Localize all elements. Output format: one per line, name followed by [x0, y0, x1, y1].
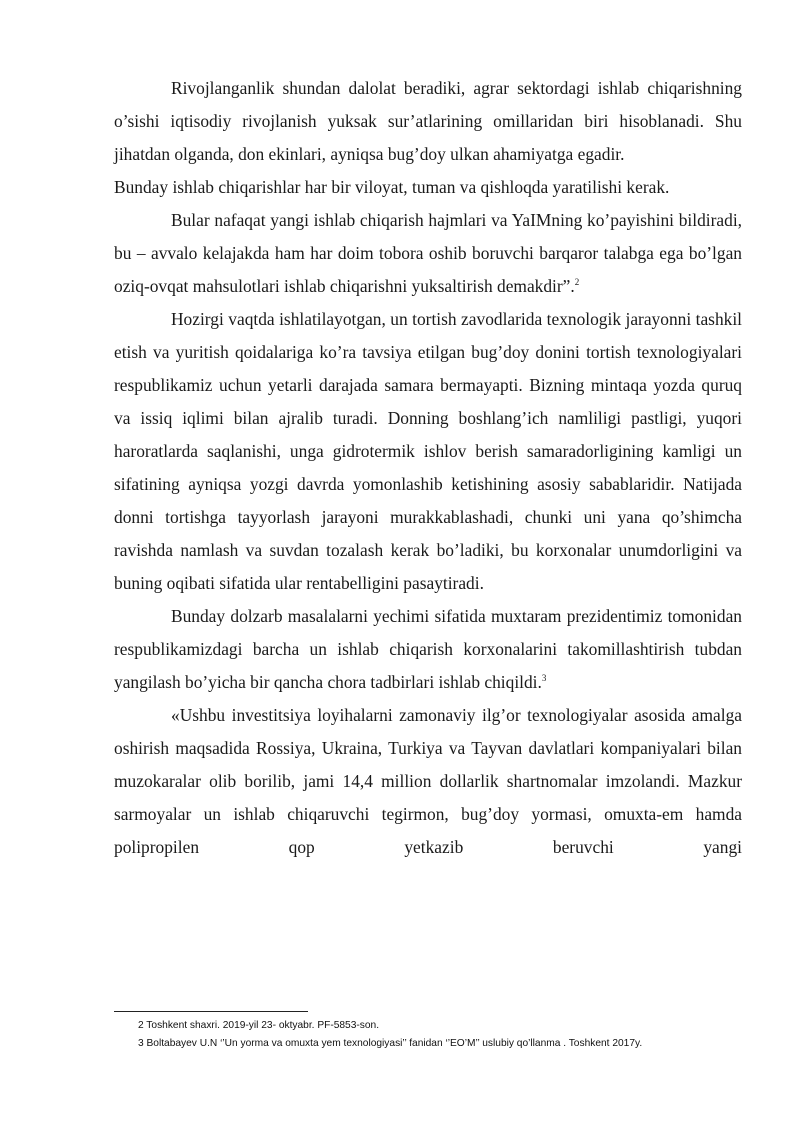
footnote-ref[interactable]: 3 [541, 673, 547, 684]
footnote: 2 Toshkent shaxri. 2019-yil 23- oktyabr. PF-5853-son. [138, 1020, 380, 1031]
body-text [114, 72, 742, 864]
paragraph: Hozirgi vaqtda ishlatilayotgan, un tortish zavodlarida texnologik jarayonni tashkil etish va yuritish qoidalariga ko’ra tavsiya etilgan bug’doy donini tortish texnologiyalari respublikamiz uchun yetarli darajada samara bermayapti. Bizning mintaqa yozda quruq va issiq iqlimi bilan ajralib turadi. Donning boshlang’ich namliligi pastligi, yuqori haroratlarda saqlanishi, unga gidrotermik ishlov berish samaradorligining kamligi un sifatining ayniqsa yozgi davrda yomonlashib ketishining asosiy sabablaridir. Natijada donni tortishga tayyorlash jarayoni murakkablashadi, chunki uni yana qo’shimcha ravishda namlash va suvdan tozalash kerak bo’ladiki, bu korxonalar unumdorligini va buning oqibati sifatida ular rentabelligini pasaytiradi. [114, 309, 742, 593]
paragraph: Bunday dolzarb masalalarni yechimi sifatida muxtaram prezidentimiz tomonidan respublikamizdagi barcha un ishlab chiqarish korxonalarini takomillashtirish tubdan yangilash bo’yicha bir qancha chora tadbirlari ishlab chiqildi.$^3$ [114, 606, 742, 692]
footnote-ref[interactable]: 2 [574, 277, 580, 288]
footnote-separator [114, 1011, 308, 1012]
footnote: 3 Boltabayev U.N ‘’Un yorma va omuxta yem texnologiyasi’’ fanidan ‘’EO’M’’ uslubiy qo’llanma . Toshkent 2017y. [138, 1038, 643, 1049]
paragraph: «Ushbu investitsiya loyihalarni zamonaviy ilg’or texnologiyalar asosida amalga oshirish maqsadida Rossiya, Ukraina, Turkiya va Tayvan davlatlari kompaniyalari bilan muzokaralar olib borilib, jami 14,4 million dollarlik shartnomalar imzolandi. Mazkur sarmoyalar un ishlab chiqaruvchi tegirmon, bug’doy yormasi, omuxta-em hamda polipropilen qop yetkazib beruvchi yangi [114, 705, 742, 857]
paragraph: Bular nafaqat yangi ishlab chiqarish hajmlari va YaIMning ko’payishini bildiradi, bu – avvalo kelajakda ham har doim tobora oshib boruvchi barqaror talabga ega bo’lgan oziq-ovqat mahsulotlari ishlab chiqarishni yuksaltirish demakdir”.$^2$ [114, 210, 742, 296]
paragraph: Bunday ishlab chiqarishlar har bir viloyat, tuman va qishloqda yaratilishi kerak. [114, 177, 670, 197]
footnotes [138, 1017, 778, 1053]
paragraph: Rivojlanganlik shundan dalolat beradiki, agrar sektordagi ishlab chiqarishning o’sishi iqtisodiy rivojlanish yuksak sur’atlarining omillaridan biri hisoblanadi. Shu jihatdan olganda, don ekinlari, ayniqsa bug’doy ulkan ahamiyatga egadir. [114, 78, 742, 164]
